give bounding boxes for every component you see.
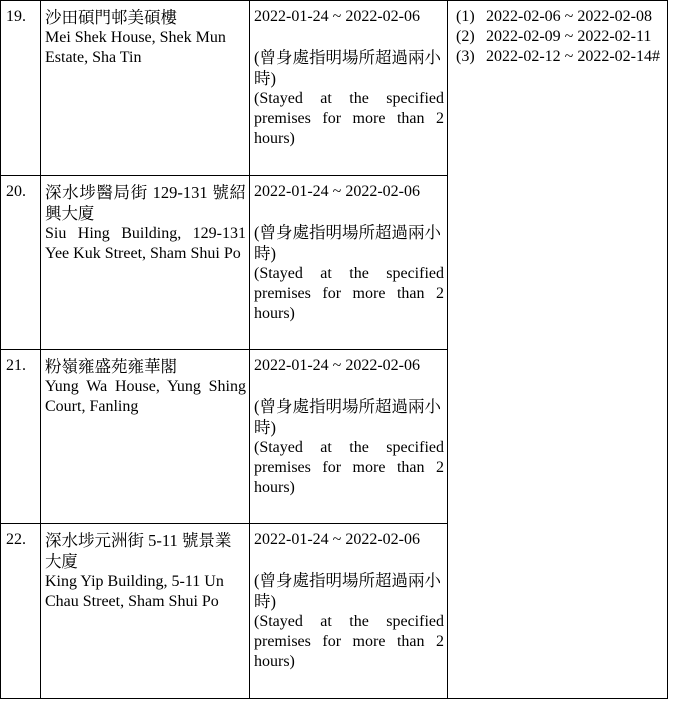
building-name-cell [41,176,250,350]
note-zh: (曾身處指明場所超過兩小時) [254,397,441,437]
remark-item [456,47,663,67]
row-number: 20. [1,176,41,350]
remarks-cell [448,1,668,699]
period-text: 2022-01-24 ~ 2022-02-06 [254,531,420,548]
remark-label: (3) [456,48,475,65]
period-text: 2022-01-24 ~ 2022-02-06 [254,8,420,25]
remark-item [456,7,663,27]
table-row [1,1,668,176]
note-zh: (曾身處指明場所超過兩小時) [254,223,441,263]
building-name-zh: 粉嶺雍盛苑雍華閣 [45,357,177,376]
building-name-cell [41,524,250,699]
building-name-en: Yung Wa House, Yung Shing Court, Fanling [45,378,246,415]
period-text: 2022-01-24 ~ 2022-02-06 [254,183,420,200]
remark-text: 2022-02-06 ~ 2022-02-08 [486,8,652,25]
remark-label: (2) [456,28,475,45]
building-name-en: Siu Hing Building, 129-131 Yee Kuk Street, Sham Shui Po [45,225,246,262]
period-cell [250,176,448,350]
note-en: (Stayed at the specified premises for more than 2 hours) [254,265,444,322]
building-name-zh: 深水埗元洲街 5-11 號景業大廈 [45,531,232,571]
building-name-en: King Yip Building, 5-11 Un Chau Street, Sham Shui Po [45,573,224,610]
building-name-en: Mei Shek House, Shek Mun Estate, Sha Tin [45,29,226,66]
row-number: 22. [1,524,41,699]
note-zh: (曾身處指明場所超過兩小時) [254,48,441,88]
remark-text: 2022-02-12 ~ 2022-02-14# [486,48,660,65]
note-en: (Stayed at the specified premises for more than 2 hours) [254,90,444,147]
period-cell [250,1,448,176]
note-en: (Stayed at the specified premises for more than 2 hours) [254,613,444,670]
row-number: 21. [1,350,41,524]
period-cell [250,524,448,699]
remark-label: (1) [456,8,475,25]
row-number: 19. [1,1,41,176]
note-en: (Stayed at the specified premises for more than 2 hours) [254,439,444,496]
building-name-zh: 深水埗醫局街 129-131 號紹興大廈 [45,183,246,223]
building-name-cell [41,350,250,524]
building-name-zh: 沙田碩門邨美碩樓 [45,8,177,27]
note-zh: (曾身處指明場所超過兩小時) [254,571,441,611]
period-cell [250,350,448,524]
remark-text: 2022-02-09 ~ 2022-02-11 [486,28,652,45]
building-name-cell [41,1,250,176]
period-text: 2022-01-24 ~ 2022-02-06 [254,357,420,374]
remark-item [456,27,663,47]
